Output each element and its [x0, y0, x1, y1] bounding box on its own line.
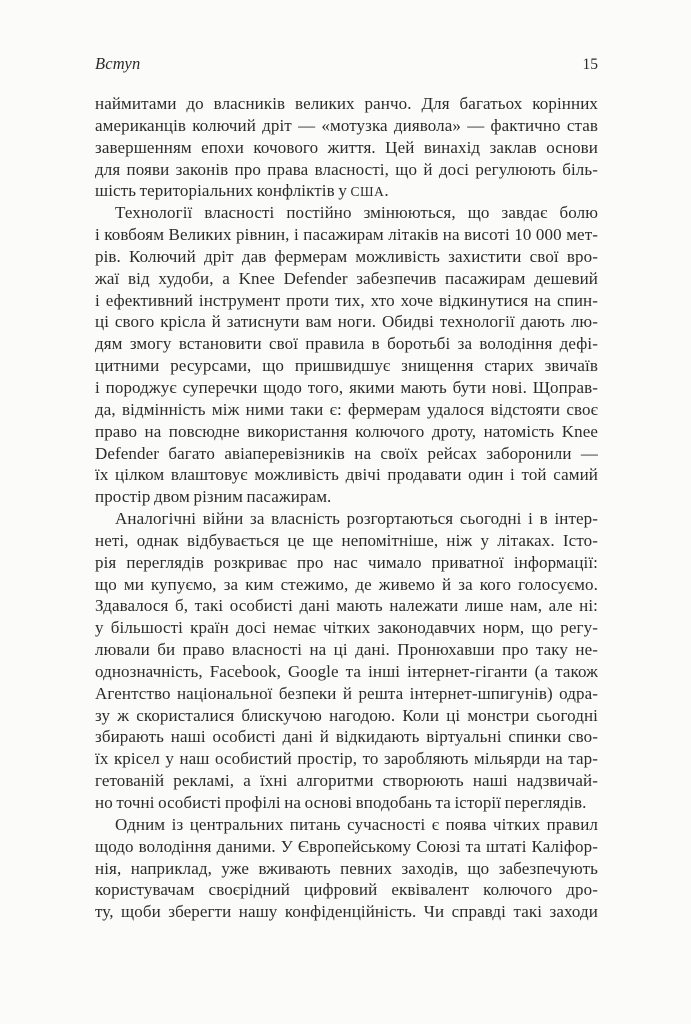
text-line: неті, однак відбувається це ще непомітніше, ніж у літаках. Істо- [95, 530, 598, 550]
text-line: Агентство національної безпеки й решта інтернет-шпигунів) одра- [95, 683, 598, 703]
text-line: шість територіальних конфліктів у США. [95, 181, 389, 201]
text-block [95, 93, 598, 923]
text-line: для появи законів про права власності, що й досі регулюють біль- [95, 159, 598, 179]
text-line: дям змогу встановити свої правила в боротьбі за володіння дефі- [95, 334, 598, 354]
text-line: завершенням епохи кочового життя. Цей винахід заклав основи [95, 137, 598, 157]
paragraph [95, 93, 598, 202]
text-line: да, відмінність між ними таки є: фермерам удалося відстояти своє [95, 399, 598, 419]
text-line: цитними ресурсами, що пришвидшує знищення старих звичаїв [95, 356, 598, 376]
text-line: їх крісел у наш особистий простір, то заробляють мільярди на тар- [95, 749, 598, 769]
section-title: Вступ [95, 54, 141, 73]
text-line: лювали би право власності на ці дані. Пронюхавши про таку не- [95, 640, 598, 660]
text-line: користувачам своєрідний цифровий еквівалент колючого дро- [95, 880, 598, 900]
text-line: Здавалося б, такі особисті дані мають належати лише нам, але ні: [95, 596, 598, 616]
text-line: ту, щоби зберегти нашу конфіденційність. Чи справді такі заходи [95, 902, 598, 922]
text-line: ці свого крісла й затиснути вам ноги. Обидві технології дають лю- [95, 312, 598, 332]
text-line: наймитами до власників великих ранчо. Для багатьох корінних [95, 94, 598, 113]
text-line: збирають наші особисті дані й відкидають віртуальні спинки сво- [95, 727, 598, 747]
text-line: простір двом різним пасажирам. [95, 487, 332, 507]
smallcaps-text: США [350, 184, 385, 200]
text-line: Одним із центральних питань сучасності є поява чітких правил [115, 814, 598, 834]
page-number: 15 [582, 56, 598, 73]
text-line: що ми купуємо, за ким стежимо, де живемо й за кого голосуємо. [95, 574, 598, 594]
text-line: американців колючий дріт — «мотузка диявола» — фактично став [95, 115, 598, 135]
text-line: жаї від худоби, а Knee Defender забезпечив пасажирам дешевий [95, 268, 598, 288]
text-line: зу ж скористалися блискучою нагодою. Коли ці монстри сьогодні [95, 705, 598, 725]
text-line: Технології власності постійно змінюються, що завдає болю [115, 203, 598, 223]
text-line: і ковбоям Великих рівнин, і пасажирам літаків на висоті 10 000 мет- [95, 225, 598, 245]
text-line: право на повсюдне використання колючого дроту, натомість Knee [95, 421, 598, 441]
text-line: гетованій рекламі, а їхні алгоритми створюють наші надзвичай- [95, 771, 598, 791]
text-line: но точні особисті профілі на основі вподобань та історії переглядів. [95, 793, 587, 812]
paragraph [95, 508, 598, 814]
paragraph [95, 814, 598, 923]
text-line: Defender багато авіаперевізників на своїх рейсах заборонили — [95, 443, 598, 463]
text-line: рів. Колючий дріт дав фермерам можливість захистити свої вро- [95, 246, 598, 266]
text-line: Аналогічні війни за власність розгортаються сьогодні і в інтер- [115, 509, 598, 529]
text-line: і породжує суперечки щодо того, якими мають бути нові. Щоправ- [95, 377, 598, 397]
text-line: і ефективний інструмент проти тих, хто хоче відкинутися на спин- [95, 290, 598, 310]
text-line: нія, наприклад, уже вживають певних заходів, що забезпечують [95, 858, 598, 878]
text-line: однозначність, Facebook, Google та інші інтернет-гіганти (а також [95, 661, 598, 681]
running-header [95, 54, 598, 75]
text-line: у більшості країн досі немає чітких законодавчих норм, що регу- [95, 618, 598, 638]
text-line: рія переглядів розкриває про нас чимало приватної інформації: [95, 552, 598, 572]
paragraph [95, 202, 598, 508]
text-line: щодо володіння даними. У Європейському Союзі та штаті Каліфор- [95, 836, 598, 856]
text-line: їх цілком влаштовує можливість двічі продавати один і той самий [95, 465, 598, 485]
